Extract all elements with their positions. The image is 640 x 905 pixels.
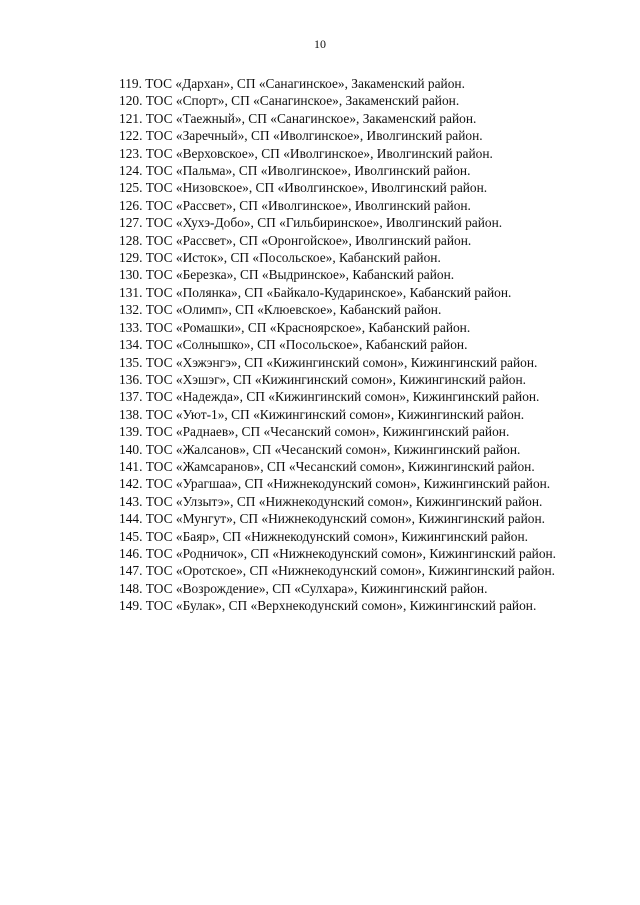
list-item: 132. ТОС «Олимп», СП «Клюевское», Кабанский район. bbox=[119, 302, 442, 318]
list-item: 120. ТОС «Спорт», СП «Санагинское», Закаменский район. bbox=[119, 93, 460, 109]
list-item: 131. ТОС «Полянка», СП «Байкало-Кударинское», Кабанский район. bbox=[119, 284, 512, 300]
list-item: 142. ТОС «Урагшаа», СП «Нижнекодунский сомон», Кижингинский район. bbox=[119, 476, 551, 492]
list-item: 121. ТОС «Таежный», СП «Санагинское», Закаменский район. bbox=[119, 110, 477, 126]
list-item: 146. ТОС «Родничок», СП «Нижнекодунский сомон», Кижингинский район. bbox=[119, 545, 557, 561]
list-item: 136. ТОС «Хэшэг», СП «Кижингинский сомон», Кижингинский район. bbox=[119, 371, 526, 387]
list-item: 122. ТОС «Заречный», СП «Иволгинское», Иволгинский район. bbox=[119, 128, 483, 144]
list-item: 137. ТОС «Надежда», СП «Кижингинский сомон», Кижингинский район. bbox=[119, 389, 540, 405]
list-item: 126. ТОС «Рассвет», СП «Иволгинское», Иволгинский район. bbox=[119, 197, 471, 213]
list-item: 135. ТОС «Хэжэнгэ», СП «Кижингинский сомон», Кижингинский район. bbox=[119, 354, 538, 370]
list-item: 148. ТОС «Возрождение», СП «Сулхара», Кижингинский район. bbox=[119, 580, 488, 596]
list-item: 147. ТОС «Оротское», СП «Нижнекодунский сомон», Кижингинский район. bbox=[119, 563, 555, 579]
list-item: 130. ТОС «Березка», СП «Выдринское», Кабанский район. bbox=[119, 267, 455, 283]
page-number: 10 bbox=[314, 37, 326, 51]
list-item: 144. ТОС «Мунгут», СП «Нижнекодунский сомон», Кижингинский район. bbox=[119, 511, 545, 527]
tos-list bbox=[86, 75, 572, 615]
list-item: 149. ТОС «Булак», СП «Верхнекодунский сомон», Кижингинский район. bbox=[119, 598, 537, 614]
list-item: 141. ТОС «Жамсаранов», СП «Чесанский сомон», Кижингинский район. bbox=[119, 458, 535, 474]
list-item: 143. ТОС «Улзытэ», СП «Нижнекодунский сомон», Кижингинский район. bbox=[119, 493, 543, 509]
list-item: 129. ТОС «Исток», СП «Посольское», Кабанский район. bbox=[119, 250, 441, 266]
list-item: 128. ТОС «Рассвет», СП «Оронгойское», Иволгинский район. bbox=[119, 232, 472, 248]
list-item: 127. ТОС «Хухэ-Добо», СП «Гильбиринское», Иволгинский район. bbox=[119, 215, 503, 231]
list-item: 133. ТОС «Ромашки», СП «Красноярское», Кабанский район. bbox=[119, 319, 471, 335]
list-item: 125. ТОС «Низовское», СП «Иволгинское», Иволгинский район. bbox=[119, 180, 488, 196]
list-item: 124. ТОС «Пальма», СП «Иволгинское», Иволгинский район. bbox=[119, 163, 471, 179]
list-item: 139. ТОС «Раднаев», СП «Чесанский сомон», Кижингинский район. bbox=[119, 424, 510, 440]
list-item: 134. ТОС «Солнышко», СП «Посольское», Кабанский район. bbox=[119, 337, 468, 353]
list-item: 145. ТОС «Баяр», СП «Нижнекодунский сомон», Кижингинский район. bbox=[119, 528, 529, 544]
list-item: 138. ТОС «Уют-1», СП «Кижингинский сомон», Кижингинский район. bbox=[119, 406, 525, 422]
list-item: 140. ТОС «Жалсанов», СП «Чесанский сомон», Кижингинский район. bbox=[119, 441, 521, 457]
list-item: 123. ТОС «Верховское», СП «Иволгинское», Иволгинский район. bbox=[119, 145, 493, 161]
list-item: 119. ТОС «Дархан», СП «Санагинское», Закаменский район. bbox=[119, 76, 465, 91]
